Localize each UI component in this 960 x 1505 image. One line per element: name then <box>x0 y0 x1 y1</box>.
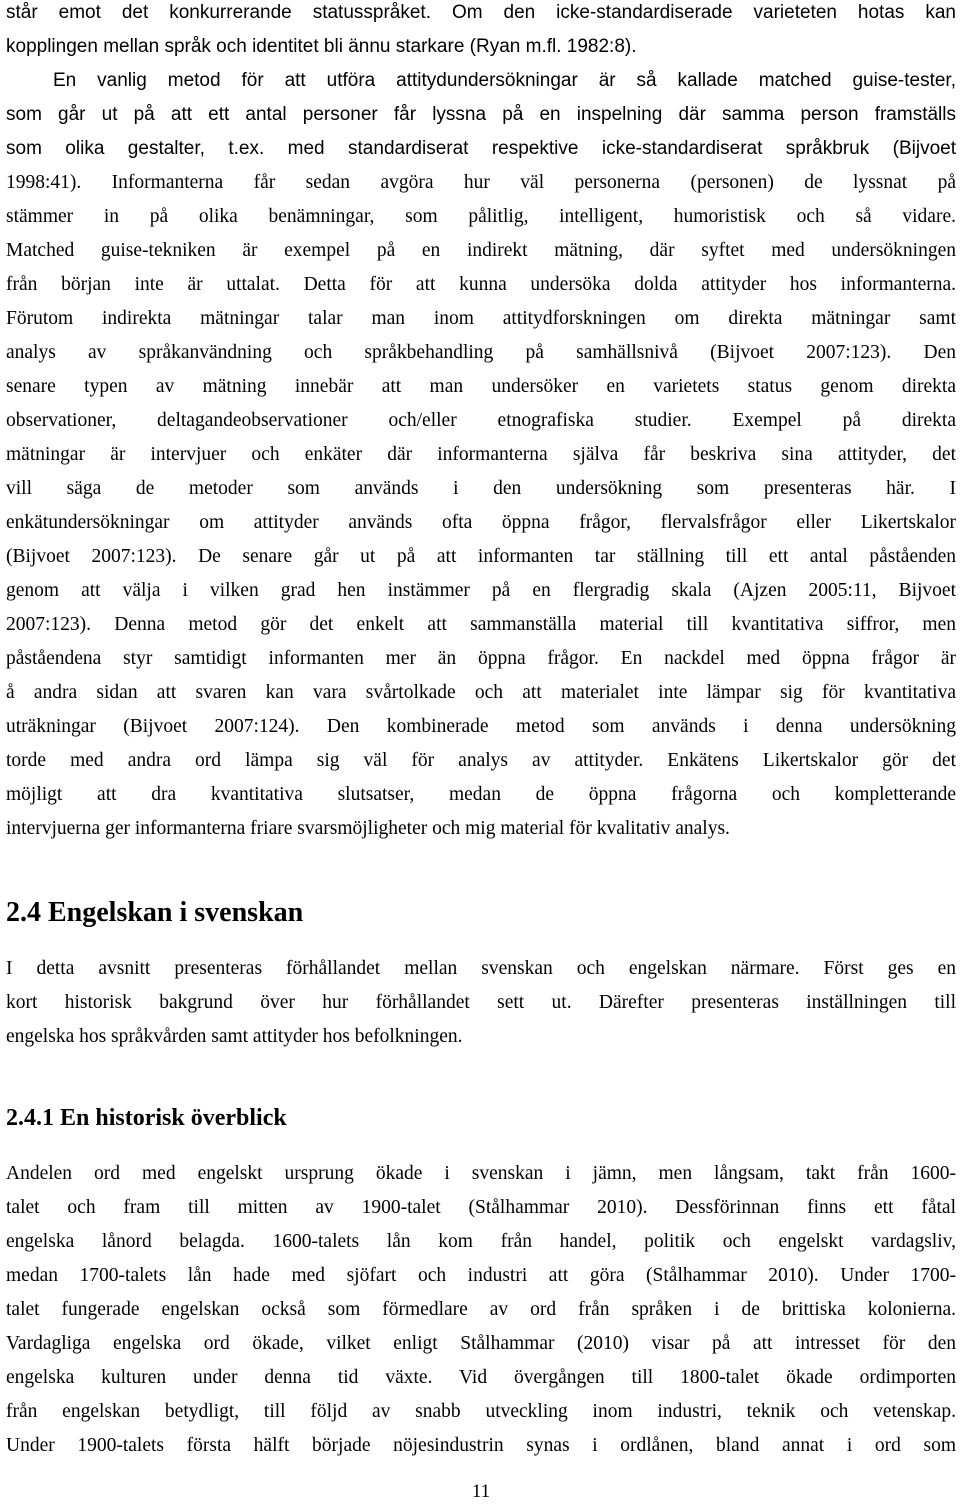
text-line: talet fungerade engelskan också som förmedlare av ord från språken i de brittiska kolonierna. <box>6 1299 956 1320</box>
text-line: vill säga de metoder som används i den undersökning som presenteras här. I <box>6 478 956 499</box>
document-page <box>6 0 956 1505</box>
text-line: står emot det konkurrerande statusspråket. Om den icke-standardiserade varieteten hotas kan <box>6 2 956 23</box>
text-line: senare typen av mätning innebär att man undersöker en varietets status genom direkta <box>6 376 956 397</box>
text-line: (Bijvoet 2007:123). De senare går ut på att informanten tar ställning till ett antal påståenden <box>6 546 956 567</box>
text-line: påståendena styr samtidigt informanten mer än öppna frågor. En nackdel med öppna frågor är <box>6 648 956 669</box>
text-line: från engelskan betydligt, till följd av snabb utveckling inom industri, teknik och vetenskap. <box>6 1401 956 1422</box>
text-line: kort historisk bakgrund över hur förhållandet sett ut. Därefter presenteras inställningen till <box>6 992 956 1013</box>
text-line: engelska lånord belagda. 1600-talets lån kom från handel, politik och engelskt vardagsliv, <box>6 1231 956 1252</box>
text-line: kopplingen mellan språk och identitet bli ännu starkare (Ryan m.fl. 1982:8). <box>6 36 637 57</box>
text-line: genom att välja i vilken grad hen instämmer på en flergradig skala (Ajzen 2005:11, Bijvoet <box>6 580 956 601</box>
text-line: 1998:41). Informanterna får sedan avgöra hur väl personerna (personen) de lyssnat på <box>6 172 956 193</box>
text-line: som olika gestalter, t.ex. med standardiserat respektive icke-standardiserat språkbruk (Bijvoet <box>6 138 956 159</box>
text-line: Förutom indirekta mätningar talar man inom attitydforskningen om direkta mätningar samt <box>6 308 956 329</box>
text-line: engelska kulturen under denna tid växte. Vid övergången till 1800-talet ökade ordimporten <box>6 1367 956 1388</box>
text-line: 2007:123). Denna metod gör det enkelt att sammanställa material till kvantitativa siffror, men <box>6 614 956 635</box>
text-line: stämmer in på olika benämningar, som pålitlig, intelligent, humoristisk och så vidare. <box>6 206 956 227</box>
text-line: från början inte är uttalat. Detta för att kunna undersöka dolda attityder hos informanterna. <box>6 274 956 295</box>
text-line: medan 1700-talets lån hade med sjöfart och industri att göra (Stålhammar 2010). Under 1700- <box>6 1265 956 1286</box>
text-line: Vardagliga engelska ord ökade, vilket enligt Stålhammar (2010) visar på att intresset för den <box>6 1333 956 1354</box>
text-line: talet och fram till mitten av 1900-talet (Stålhammar 2010). Dessförinnan finns ett fåtal <box>6 1197 956 1218</box>
text-line: intervjuerna ger informanterna friare svarsmöjligheter och mig material för kvalitativ analys. <box>6 818 730 839</box>
subsection-heading: 2.4.1 En historisk överblick <box>6 1105 287 1131</box>
text-line: å andra sidan att svaren kan vara svårtolkade och att materialet inte lämpar sig för kvantitativa <box>6 682 956 703</box>
text-line: torde med andra ord lämpa sig väl för analys av attityder. Enkätens Likertskalor gör det <box>6 750 956 771</box>
text-line: analys av språkanvändning och språkbehandling på samhällsnivå (Bijvoet 2007:123). Den <box>6 342 956 363</box>
text-line: som går ut på att ett antal personer får lyssna på en inspelning där samma person framställs <box>6 104 956 125</box>
text-line: uträkningar (Bijvoet 2007:124). Den kombinerade metod som används i denna undersökning <box>6 716 956 737</box>
page-number: 11 <box>471 1481 491 1502</box>
text-line: Matched guise-tekniken är exempel på en indirekt mätning, där syftet med undersökningen <box>6 240 956 261</box>
section-heading: 2.4 Engelskan i svenskan <box>6 897 304 928</box>
text-line: Andelen ord med engelskt ursprung ökade i svenskan i jämn, men långsam, takt från 1600- <box>6 1163 956 1184</box>
text-line: I detta avsnitt presenteras förhållandet mellan svenskan och engelskan närmare. Först ges en <box>6 958 956 979</box>
text-line: enkätundersökningar om attityder används ofta öppna frågor, flervalsfrågor eller Likertskalor <box>6 512 956 533</box>
text-line: engelska hos språkvården samt attityder hos befolkningen. <box>6 1026 463 1047</box>
text-line: En vanlig metod för att utföra attitydundersökningar är så kallade matched guise-tester, <box>53 70 956 91</box>
text-line: Under 1900-talets första hälft började nöjesindustrin synas i ordlånen, bland annat i ord som <box>6 1435 956 1456</box>
text-line: mätningar är intervjuer och enkäter där informanterna själva får beskriva sina attityder, det <box>6 444 956 465</box>
text-line: möjligt att dra kvantitativa slutsatser, medan de öppna frågorna och kompletterande <box>6 784 956 805</box>
text-line: observationer, deltagandeobservationer och/eller etnografiska studier. Exempel på direkta <box>6 410 956 431</box>
